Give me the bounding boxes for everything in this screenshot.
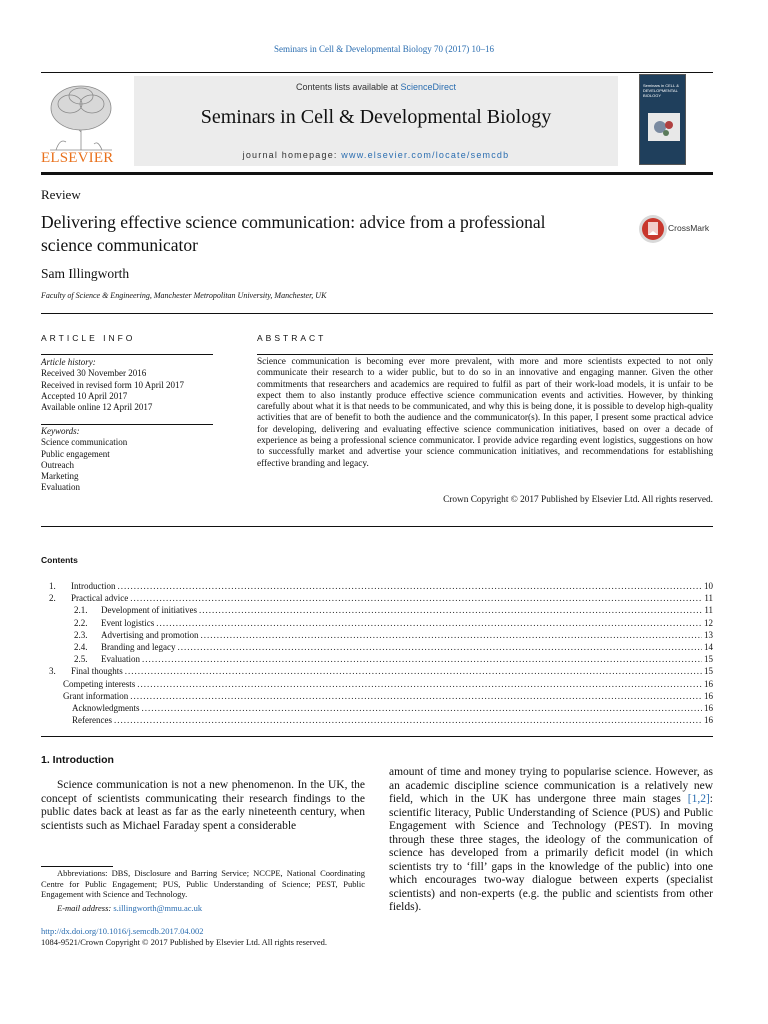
journal-cover-thumbnail (639, 74, 686, 165)
toc-entry-label[interactable]: Development of initiatives (101, 605, 197, 616)
crossmark-label[interactable]: CrossMark (668, 223, 710, 233)
toc-entry-page: 15 (704, 666, 713, 677)
toc-entry-label[interactable]: Final thoughts (71, 666, 123, 677)
journal-title: Seminars in Cell & Developmental Biology (200, 106, 552, 128)
toc-entry-number: 3. (49, 666, 56, 677)
header-bottom-rule (41, 172, 713, 175)
toc-leader-dots (199, 604, 702, 616)
author-affiliation: Faculty of Science & Engineering, Manchester Metropolitan University, Manchester, UK (41, 291, 327, 300)
toc-entry-page: 13 (704, 629, 713, 640)
toc-entry[interactable] (41, 653, 713, 665)
toc-entry[interactable] (41, 580, 713, 592)
keywords-label: Keywords: (41, 426, 80, 436)
toc-entry-label[interactable]: Evaluation (101, 654, 140, 665)
author-email-line: E-mail address: s.illingworth@mmu.ac.uk (57, 903, 203, 913)
toc-entry[interactable] (41, 690, 713, 702)
toc-entry-number: 2.4. (74, 641, 88, 652)
toc-entry-number: 2.2. (74, 617, 88, 628)
toc-entry-number: 2.5. (74, 654, 88, 665)
issn-copyright: 1084-9521/Crown Copyright © 2017 Published by Elsevier Ltd. All rights reserved. (41, 937, 327, 947)
toc-entry-page: 16 (704, 702, 713, 713)
article-info-rule (41, 354, 213, 355)
toc-entry[interactable] (41, 714, 713, 726)
abstract-heading: ABSTRACT (257, 333, 327, 343)
journal-header-box (134, 76, 618, 166)
toc-entry-label[interactable]: Event logistics (101, 617, 155, 628)
history-revised: Received in revised form 10 April 2017 (41, 379, 184, 390)
toc-entry-number: 1. (49, 581, 56, 591)
toc-entry[interactable] (41, 678, 713, 690)
elsevier-wordmark: ELSEVIER (41, 150, 114, 166)
toc-entry-label[interactable]: References (72, 715, 112, 726)
journal-homepage-line: journal homepage: www.elsevier.com/locate/semcdb (242, 150, 510, 160)
table-of-contents (41, 580, 713, 726)
article-history (41, 357, 213, 413)
toc-entry-page: 10 (704, 581, 713, 591)
toc-entry-label[interactable]: Grant information (63, 690, 129, 701)
header-top-rule (41, 72, 713, 73)
toc-entry[interactable] (41, 641, 713, 653)
toc-entry[interactable] (41, 617, 713, 629)
keyword: Outreach (41, 459, 74, 470)
toc-entry-number: 2.1. (74, 605, 88, 616)
reference-link[interactable]: [1,2] (687, 793, 710, 805)
toc-leader-dots (118, 580, 703, 592)
toc-entry-page: 11 (704, 605, 713, 616)
toc-leader-dots (137, 678, 702, 690)
toc-entry-page: 14 (704, 641, 713, 652)
history-accepted: Accepted 10 April 2017 (41, 390, 128, 401)
toc-entry-page: 16 (704, 690, 713, 701)
keyword: Public engagement (41, 448, 110, 459)
toc-entry-label[interactable]: Practical advice (71, 593, 129, 604)
toc-entry-page: 12 (704, 617, 713, 628)
toc-entry-page: 16 (704, 678, 713, 689)
toc-leader-dots (177, 641, 702, 653)
toc-entry[interactable] (41, 629, 713, 641)
toc-leader-dots (156, 617, 702, 629)
keywords-list (41, 426, 213, 494)
article-title: Delivering effective science communication: advice from a professional science communicator (41, 212, 546, 255)
cover-title: Seminars in CELL & DEVELOPMENTAL BIOLOGY (643, 83, 679, 98)
section-divider (41, 736, 713, 737)
sciencedirect-link[interactable]: ScienceDirect (400, 82, 457, 92)
journal-homepage-link[interactable]: www.elsevier.com/locate/semcdb (341, 150, 510, 160)
toc-entry[interactable] (41, 592, 713, 604)
section-divider (41, 526, 713, 527)
toc-leader-dots (130, 690, 702, 702)
toc-leader-dots (142, 702, 703, 714)
author-email-link[interactable]: s.illingworth@mmu.ac.uk (113, 903, 203, 913)
introduction-left-column: Science communication is not a new phenomenon. In the UK, the concept of scientists communicating their research findings to the public dates back at least as far as the early nineteenth century, when scientists such as Michael Faraday spent a considerable (41, 779, 365, 832)
toc-leader-dots (201, 629, 703, 641)
article-history-label: Article history: (41, 357, 96, 367)
toc-entry-page: 16 (704, 715, 713, 726)
toc-entry-label[interactable]: Branding and legacy (101, 641, 176, 652)
article-type: Review (41, 187, 81, 202)
toc-entry-label[interactable]: Introduction (71, 581, 116, 591)
contents-heading: Contents (41, 555, 78, 565)
article-info-heading: ARTICLE INFO (41, 333, 136, 343)
toc-entry-label[interactable]: Acknowledgments (72, 702, 140, 713)
toc-leader-dots (125, 665, 702, 677)
toc-entry-label[interactable]: Competing interests (63, 678, 136, 689)
toc-leader-dots (114, 714, 702, 726)
history-online: Available online 12 April 2017 (41, 402, 153, 413)
introduction-heading: 1. Introduction (41, 754, 114, 766)
author-name: Sam Illingworth (41, 266, 130, 281)
toc-entry-number: 2. (49, 593, 56, 604)
abstract-rule (257, 354, 713, 355)
history-received: Received 30 November 2016 (41, 368, 147, 379)
toc-entry[interactable] (41, 665, 713, 677)
journal-reference[interactable]: Seminars in Cell & Developmental Biology 70 (2017) 10–16 (274, 44, 494, 54)
abstract-text: Science communication is becoming ever more prevalent, with more and more scientists expected to not only communicate their research to a wider public, but to do so in an innovative and engaging manner. Given the other commitments that researchers and academics are required to fulfil as part of their work-load models, it is unfair to be expect them to also instantly produce effective science communication events and activities. However, by thinking carefully about what it is that needs to be communicated, and why this is being done, it is possible to develop high-quality activities that are of benefit to both the audience and the communicator(s). In this paper, I present some practical advice for developing, delivering and evaluating effective science communication initiatives, based on over a decade of experience as being a professional science communicator. I provide advice regarding event logistics, suggestions on how to successfully market and advertise your science communication initiatives, and recommendations for establishing effective branding and legacy. (257, 357, 713, 469)
keyword: Evaluation (41, 482, 80, 493)
cover-art-image (648, 113, 680, 141)
introduction-right-column: amount of time and money trying to popularise science. However, as an academic discipline science communication is a relatively new field, which in the UK has undergone three main stages [1,2]: scientific literacy, Public Understanding of Science (PUS) and Public Engagement with Science and Technology (PEST). In moving through these three stages, the ideology of the communication of science has developed from a primarily deficit model (in which scientists try to ‘fill’ gaps in the knowledge of the public) into one which encourages two-way dialogue between experts (specialist scientists) and non-experts (e.g. the public and scientists from other fields). (389, 766, 713, 913)
keyword: Science communication (41, 437, 128, 448)
toc-entry-page: 15 (704, 654, 713, 665)
abbreviations-footnote: Abbreviations: DBS, Disclosure and Barring Service; NCCPE, National Coordinating Centre for Public Engagement; PUS, Public Understanding of Science; PEST, Public Engagement with Science and Technology. (41, 868, 365, 900)
toc-entry-number: 2.3. (74, 629, 88, 640)
footnote-rule (41, 866, 113, 867)
toc-leader-dots (142, 653, 702, 665)
keyword: Marketing (41, 471, 79, 482)
toc-entry-page: 11 (704, 593, 713, 604)
doi-link[interactable]: http://dx.doi.org/10.1016/j.semcdb.2017.04.002 (41, 926, 204, 936)
toc-leader-dots (130, 592, 702, 604)
toc-entry[interactable] (41, 702, 713, 714)
toc-entry-label[interactable]: Advertising and promotion (101, 629, 199, 640)
toc-entry[interactable] (41, 604, 713, 616)
keywords-rule (41, 424, 213, 425)
contents-available-line: Contents lists available at ScienceDirect (295, 82, 457, 92)
section-divider (41, 313, 713, 314)
abstract-copyright: Crown Copyright © 2017 Published by Elsevier Ltd. All rights reserved. (443, 495, 713, 505)
